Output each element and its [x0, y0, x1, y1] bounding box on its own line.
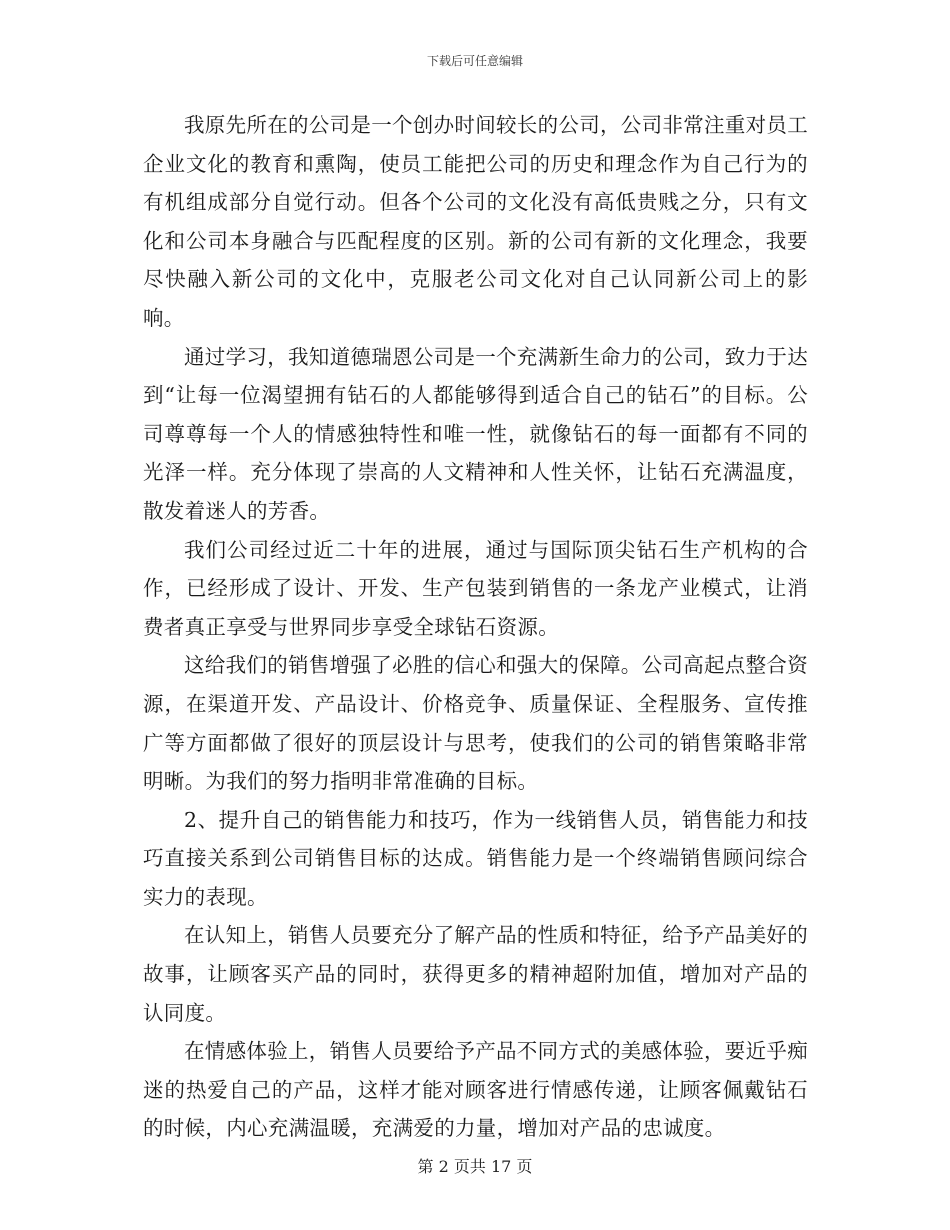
document-body: [143, 106, 808, 1148]
body-paragraph-1: 我原先所在的公司是一个创办时间较长的公司，公司非常注重对员工企业文化的教育和熏陶，使员工能把公司的历史和理念作为自己行为的有机组成部分自觉行动。但各个公司的文化没有高低贵贱之分，只有文化和公司本身融合与匹配程度的区别。新的公司有新的文化理念，我要尽快融入新公司的文化中，克服老公司文化对自己认同新公司上的影响。: [143, 113, 808, 330]
page-header-note: 下载后可任意编辑: [426, 54, 523, 68]
body-paragraph-2: 通过学习，我知道德瑞恩公司是一个充满新生命力的公司，致力于达到“让每一位渴望拥有钻石的人都能够得到适合自己的钻石”的目标。公司尊尊每一个人的情感独特性和唯一性，就像钻石的每一面都有不同的光泽一样。充分体现了崇高的人文精神和人性关怀，让钻石充满温度，散发着迷人的芳香。: [143, 344, 808, 523]
body-paragraph-6: 在认知上，销售人员要充分了解产品的性质和特征，给予产品美好的故事，让顾客买产品的同时，获得更多的精神超附加值，增加对产品的认同度。: [143, 923, 808, 1025]
body-paragraph-3: 我们公司经过近二十年的进展，通过与国际顶尖钻石生产机构的合作，已经形成了设计、开发、生产包装到销售的一条龙产业模式，让消费者真正享受与世界同步享受全球钻石资源。: [143, 537, 808, 639]
body-paragraph-7: 在情感体验上，销售人员要给予产品不同方式的美感体验，要近乎痴迷的热爱自己的产品，这样才能对顾客进行情感传递，让顾客佩戴钻石的时候，内心充满温暖，充满爱的力量，增加对产品的忠诚度。: [143, 1039, 808, 1141]
body-paragraph-5: 2、提升自己的销售能力和技巧，作为一线销售人员，销售能力和技巧直接关系到公司销售目标的达成。销售能力是一个终端销售顾问综合实力的表现。: [143, 807, 808, 909]
body-paragraph-4: 这给我们的销售增强了必胜的信心和强大的保障。公司高起点整合资源，在渠道开发、产品设计、价格竞争、质量保证、全程服务、宣传推广等方面都做了很好的顶层设计与思考，使我们的公司的销售策略非常明晰。为我们的努力指明非常准确的目标。: [143, 653, 808, 794]
page-number-footer: 第 2 页共 17 页: [417, 1157, 533, 1176]
